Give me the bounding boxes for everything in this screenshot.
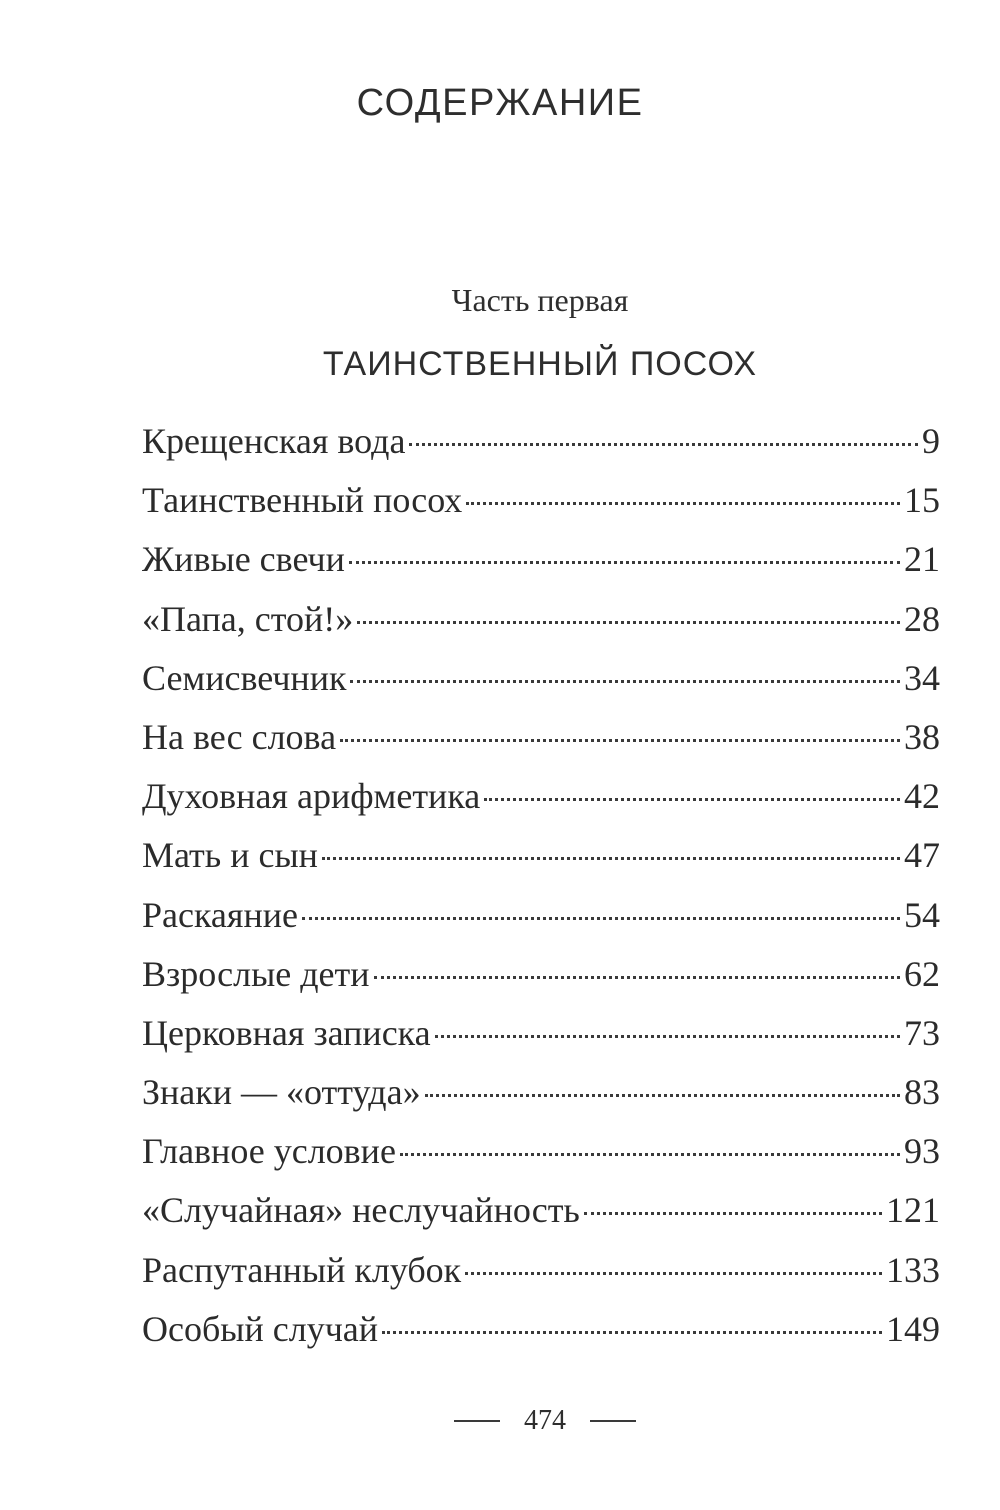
toc-entry-title: Особый случай: [142, 1308, 379, 1349]
page-folio: [0, 1405, 1000, 1437]
toc-entry-page: 28: [904, 598, 940, 639]
toc-entry-title: Церковная записка: [142, 1012, 431, 1053]
toc-entry-page: 42: [904, 776, 940, 817]
toc-entry: [142, 1063, 940, 1122]
dot-leader: [584, 1212, 882, 1215]
toc-entry: [142, 1300, 940, 1359]
toc-entry-title: Крещенская вода: [142, 421, 406, 461]
dot-leader: [484, 798, 900, 801]
toc-entry: [142, 826, 940, 885]
dot-leader: [466, 502, 900, 505]
toc-entry: [142, 412, 940, 471]
toc-entry-page: 149: [886, 1308, 940, 1349]
dot-leader: [374, 976, 900, 979]
toc-entry-title: Распутанный клубок: [142, 1249, 462, 1290]
toc-entry: [142, 649, 940, 708]
dot-leader: [349, 561, 900, 564]
toc-entry: [142, 767, 940, 826]
toc-entry-page: 133: [886, 1249, 940, 1290]
toc-entry-title: Раскаяние: [142, 894, 298, 935]
toc-entry-title: Главное условие: [142, 1131, 396, 1172]
toc-entry: [142, 708, 940, 767]
toc-entry-page: 121: [886, 1190, 940, 1231]
folio-dash-right: [590, 1420, 636, 1422]
toc-entry-title: «Случайная» неслучайность: [142, 1190, 580, 1231]
toc-entry: [142, 530, 940, 589]
dot-leader: [435, 1035, 900, 1038]
dot-leader: [400, 1153, 900, 1156]
part-label: Часть первая: [451, 282, 629, 318]
dot-leader: [382, 1331, 882, 1334]
dot-leader: [425, 1094, 900, 1097]
dot-leader: [465, 1272, 882, 1275]
toc-entry-title: Взрослые дети: [142, 953, 370, 994]
toc-entry: [142, 1122, 940, 1181]
dot-leader: [409, 443, 918, 446]
table-of-contents: [142, 412, 940, 1359]
toc-entry-title: Живые свечи: [142, 539, 345, 580]
part-title: ТАИНСТВЕННЫЙ ПОСОХ: [322, 345, 758, 383]
dot-leader: [302, 917, 900, 920]
toc-entry-title: На вес слова: [142, 716, 337, 757]
toc-entry: [142, 886, 940, 945]
dot-leader: [322, 857, 900, 860]
contents-heading: СОДЕРЖАНИЕ: [356, 82, 644, 124]
page-number: 474: [524, 1405, 566, 1436]
toc-entry-title: Мать и сын: [142, 835, 318, 876]
toc-entry-title: Духовная арифметика: [142, 776, 481, 817]
toc-entry-title: Таинственный посох: [142, 480, 463, 521]
toc-entry: [142, 1181, 940, 1240]
toc-entry: [142, 590, 940, 649]
toc-entry: [142, 1241, 940, 1300]
toc-entry-page: 34: [904, 657, 940, 698]
dot-leader: [357, 621, 900, 624]
toc-entry-page: 54: [904, 894, 940, 935]
toc-entry-page: 21: [904, 539, 940, 580]
toc-entry: [142, 1004, 940, 1063]
toc-entry-page: 62: [904, 953, 940, 994]
toc-entry-page: 15: [904, 480, 940, 521]
toc-entry-page: 47: [904, 835, 940, 876]
toc-entry-page: 9: [922, 421, 940, 461]
toc-entry-title: Знаки — «оттуда»: [142, 1072, 421, 1113]
folio-dash-left: [454, 1420, 500, 1422]
toc-entry-title: Семисвечник: [142, 657, 347, 698]
toc-entry-page: 73: [904, 1012, 940, 1053]
toc-entry-title: «Папа, стой!»: [142, 598, 354, 639]
toc-entry: [142, 945, 940, 1004]
toc-entry: [142, 471, 940, 530]
toc-entry-page: 38: [904, 716, 940, 757]
toc-entry-page: 83: [904, 1072, 940, 1113]
toc-entry-page: 93: [904, 1131, 940, 1172]
dot-leader: [340, 739, 900, 742]
dot-leader: [350, 680, 900, 683]
